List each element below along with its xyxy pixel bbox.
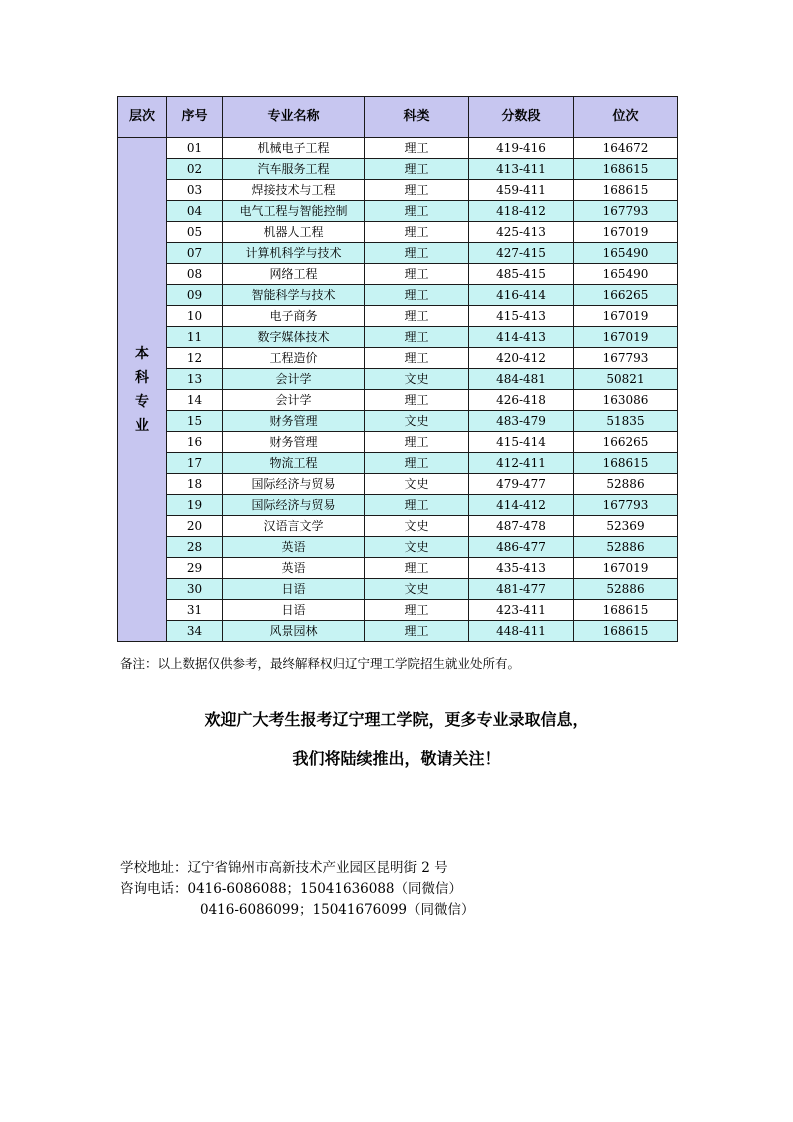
row-rank: 168615 — [574, 600, 678, 621]
row-number: 13 — [167, 369, 223, 390]
row-score-range: 487-478 — [469, 516, 574, 537]
row-major: 物流工程 — [223, 453, 365, 474]
row-major: 电气工程与智能控制 — [223, 201, 365, 222]
row-major: 智能科学与技术 — [223, 285, 365, 306]
row-score-range: 435-413 — [469, 558, 574, 579]
row-rank: 50821 — [574, 369, 678, 390]
table-row — [118, 495, 678, 516]
row-rank: 51835 — [574, 411, 678, 432]
row-number: 18 — [167, 474, 223, 495]
row-category: 理工 — [365, 264, 469, 285]
table-row — [118, 201, 678, 222]
row-major: 英语 — [223, 537, 365, 558]
row-major: 国际经济与贸易 — [223, 474, 365, 495]
row-category: 文史 — [365, 516, 469, 537]
row-rank: 167019 — [574, 558, 678, 579]
row-major: 汽车服务工程 — [223, 159, 365, 180]
table-row — [118, 537, 678, 558]
row-category: 文史 — [365, 579, 469, 600]
row-rank: 167793 — [574, 201, 678, 222]
row-category: 理工 — [365, 558, 469, 579]
row-category: 理工 — [365, 495, 469, 516]
row-rank: 163086 — [574, 390, 678, 411]
row-category: 文史 — [365, 411, 469, 432]
row-rank: 52369 — [574, 516, 678, 537]
table-header-row — [118, 97, 678, 138]
row-number: 01 — [167, 138, 223, 159]
school-address: 学校地址：辽宁省锦州市高新技术产业园区昆明街 2 号 — [120, 860, 448, 876]
row-rank: 166265 — [574, 285, 678, 306]
row-major: 日语 — [223, 600, 365, 621]
row-category: 理工 — [365, 285, 469, 306]
row-number: 30 — [167, 579, 223, 600]
row-number: 07 — [167, 243, 223, 264]
row-major: 日语 — [223, 579, 365, 600]
row-rank: 168615 — [574, 453, 678, 474]
row-score-range: 418-412 — [469, 201, 574, 222]
row-score-range: 419-416 — [469, 138, 574, 159]
row-number: 19 — [167, 495, 223, 516]
row-category: 理工 — [365, 222, 469, 243]
welcome-line-2: 我们将陆续推出，敬请关注！ — [292, 749, 501, 768]
row-major: 工程造价 — [223, 348, 365, 369]
row-rank: 167019 — [574, 222, 678, 243]
row-major: 风景园林 — [223, 621, 365, 642]
table-row — [118, 432, 678, 453]
table-row — [118, 411, 678, 432]
welcome-line-1: 欢迎广大考生报考辽宁理工学院，更多专业录取信息， — [204, 710, 589, 729]
row-rank: 165490 — [574, 243, 678, 264]
table-row — [118, 285, 678, 306]
table-row — [118, 243, 678, 264]
table-row — [118, 516, 678, 537]
table-row — [118, 306, 678, 327]
row-number: 03 — [167, 180, 223, 201]
row-number: 16 — [167, 432, 223, 453]
row-score-range: 486-477 — [469, 537, 574, 558]
row-score-range: 485-415 — [469, 264, 574, 285]
row-score-range: 426-418 — [469, 390, 574, 411]
row-score-range: 425-413 — [469, 222, 574, 243]
row-major: 国际经济与贸易 — [223, 495, 365, 516]
table-row — [118, 369, 678, 390]
row-number: 29 — [167, 558, 223, 579]
row-category: 理工 — [365, 243, 469, 264]
row-rank: 52886 — [574, 537, 678, 558]
table-row — [118, 180, 678, 201]
row-major: 财务管理 — [223, 432, 365, 453]
row-score-range: 483-479 — [469, 411, 574, 432]
level-cell — [118, 138, 167, 642]
header-number: 序号 — [167, 97, 223, 138]
admission-scores-table — [117, 96, 678, 642]
row-category: 理工 — [365, 453, 469, 474]
row-number: 05 — [167, 222, 223, 243]
row-rank: 167019 — [574, 306, 678, 327]
row-rank: 168615 — [574, 180, 678, 201]
row-number: 02 — [167, 159, 223, 180]
row-rank: 168615 — [574, 621, 678, 642]
row-score-range: 413-411 — [469, 159, 574, 180]
row-category: 理工 — [365, 600, 469, 621]
table-row — [118, 138, 678, 159]
row-rank: 167793 — [574, 348, 678, 369]
row-category: 理工 — [365, 327, 469, 348]
row-category: 文史 — [365, 474, 469, 495]
row-score-range: 420-412 — [469, 348, 574, 369]
row-category: 理工 — [365, 306, 469, 327]
contact-block — [120, 858, 475, 921]
row-number: 14 — [167, 390, 223, 411]
table-row — [118, 621, 678, 642]
row-category: 理工 — [365, 180, 469, 201]
row-score-range: 414-413 — [469, 327, 574, 348]
table-row — [118, 159, 678, 180]
table-row — [118, 453, 678, 474]
row-major: 英语 — [223, 558, 365, 579]
phone-line-1: 咨询电话：0416-6086088；15041636088（同微信） — [120, 881, 463, 897]
row-major: 机械电子工程 — [223, 138, 365, 159]
table-note: 备注：以上数据仅供参考，最终解释权归辽宁理工学院招生就业处所有。 — [120, 656, 521, 671]
row-rank: 166265 — [574, 432, 678, 453]
row-number: 20 — [167, 516, 223, 537]
row-score-range: 481-477 — [469, 579, 574, 600]
row-score-range: 416-414 — [469, 285, 574, 306]
row-number: 11 — [167, 327, 223, 348]
row-rank: 167019 — [574, 327, 678, 348]
table-row — [118, 348, 678, 369]
header-category: 科类 — [365, 97, 469, 138]
row-rank: 164672 — [574, 138, 678, 159]
row-category: 文史 — [365, 369, 469, 390]
row-major: 网络工程 — [223, 264, 365, 285]
row-category: 理工 — [365, 432, 469, 453]
row-category: 理工 — [365, 390, 469, 411]
row-number: 31 — [167, 600, 223, 621]
row-rank: 52886 — [574, 474, 678, 495]
header-score-range: 分数段 — [469, 97, 574, 138]
row-major: 焊接技术与工程 — [223, 180, 365, 201]
table-row — [118, 222, 678, 243]
row-rank: 52886 — [574, 579, 678, 600]
row-major: 机器人工程 — [223, 222, 365, 243]
row-category: 文史 — [365, 537, 469, 558]
row-major: 财务管理 — [223, 411, 365, 432]
row-number: 15 — [167, 411, 223, 432]
row-number: 28 — [167, 537, 223, 558]
table-row — [118, 327, 678, 348]
row-major: 数字媒体技术 — [223, 327, 365, 348]
row-score-range: 423-411 — [469, 600, 574, 621]
row-number: 34 — [167, 621, 223, 642]
row-score-range: 427-415 — [469, 243, 574, 264]
row-number: 08 — [167, 264, 223, 285]
row-score-range: 414-412 — [469, 495, 574, 516]
header-level: 层次 — [118, 97, 167, 138]
row-category: 理工 — [365, 621, 469, 642]
row-score-range: 415-413 — [469, 306, 574, 327]
table-row — [118, 264, 678, 285]
row-score-range: 448-411 — [469, 621, 574, 642]
header-rank: 位次 — [574, 97, 678, 138]
row-rank: 165490 — [574, 264, 678, 285]
row-score-range: 479-477 — [469, 474, 574, 495]
row-category: 理工 — [365, 348, 469, 369]
row-major: 会计学 — [223, 390, 365, 411]
row-number: 10 — [167, 306, 223, 327]
header-major: 专业名称 — [223, 97, 365, 138]
row-score-range: 459-411 — [469, 180, 574, 201]
row-number: 09 — [167, 285, 223, 306]
table-row — [118, 390, 678, 411]
row-number: 17 — [167, 453, 223, 474]
row-major: 计算机科学与技术 — [223, 243, 365, 264]
table-row — [118, 474, 678, 495]
row-score-range: 484-481 — [469, 369, 574, 390]
row-major: 会计学 — [223, 369, 365, 390]
row-category: 理工 — [365, 138, 469, 159]
phone-line-2: 0416-6086099；15041676099（同微信） — [200, 902, 475, 918]
level-label: 本科专业 — [135, 345, 149, 434]
row-category: 理工 — [365, 201, 469, 222]
table-row — [118, 558, 678, 579]
table-row — [118, 579, 678, 600]
row-rank: 167793 — [574, 495, 678, 516]
row-number: 12 — [167, 348, 223, 369]
table-row — [118, 600, 678, 621]
row-major: 汉语言文学 — [223, 516, 365, 537]
row-rank: 168615 — [574, 159, 678, 180]
row-score-range: 412-411 — [469, 453, 574, 474]
row-number: 04 — [167, 201, 223, 222]
row-major: 电子商务 — [223, 306, 365, 327]
row-category: 理工 — [365, 159, 469, 180]
row-score-range: 415-414 — [469, 432, 574, 453]
